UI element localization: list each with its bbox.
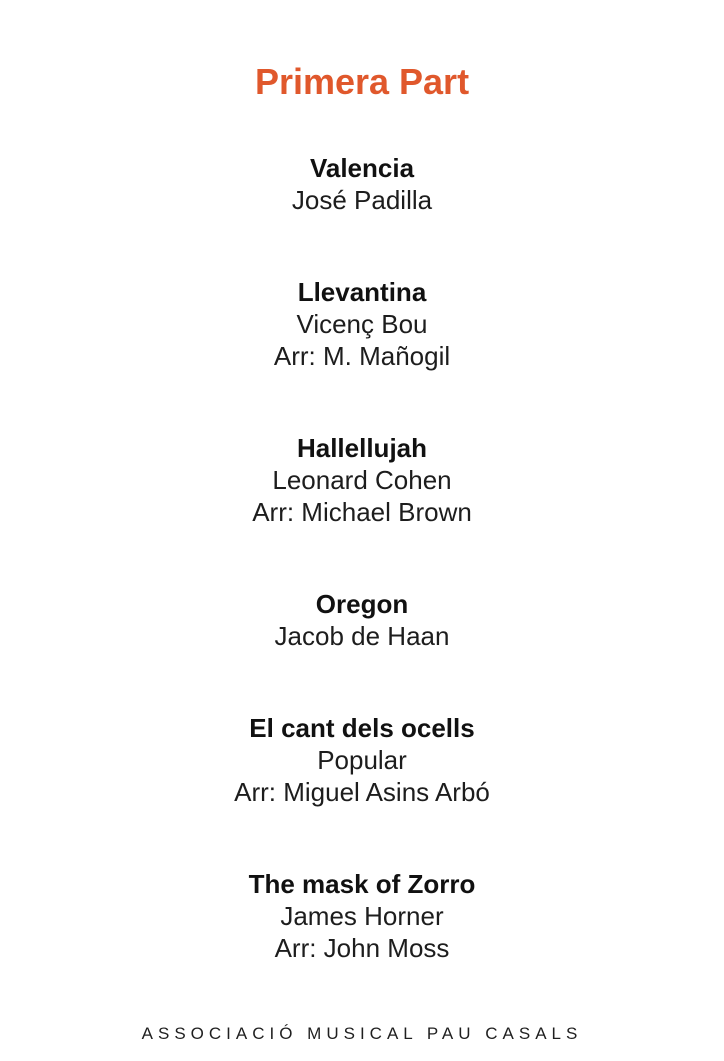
program-entry <box>292 152 432 216</box>
piece-composer: Popular <box>317 745 407 776</box>
piece-arranger: Arr: John Moss <box>274 933 450 964</box>
piece-composer: Leonard Cohen <box>272 465 452 496</box>
piece-title: Hallellujah <box>296 433 428 464</box>
program-entry <box>249 868 476 964</box>
program-entry <box>275 588 450 652</box>
piece-title: Valencia <box>309 153 415 184</box>
piece-title: The mask of Zorro <box>248 869 476 900</box>
piece-composer: Jacob de Haan <box>274 621 450 652</box>
piece-composer: James Horner <box>280 901 444 932</box>
piece-title: Llevantina <box>297 277 427 308</box>
piece-composer: Vicenç Bou <box>296 309 428 340</box>
program-entry <box>252 432 472 528</box>
piece-arranger: Arr: Michael Brown <box>252 497 472 528</box>
page-title: Primera Part <box>254 61 470 102</box>
piece-arranger: Arr: M. Mañogil <box>273 341 451 372</box>
piece-composer: José Padilla <box>291 185 433 216</box>
program-list <box>234 152 490 1024</box>
footer-organization-name: ASSOCIACIÓ MUSICAL PAU CASALS <box>141 1024 583 1044</box>
piece-title: Oregon <box>315 589 409 620</box>
program-entry <box>274 276 450 372</box>
piece-title: El cant dels ocells <box>249 713 475 744</box>
program-entry <box>234 712 490 808</box>
piece-arranger: Arr: Miguel Asins Arbó <box>234 777 490 808</box>
